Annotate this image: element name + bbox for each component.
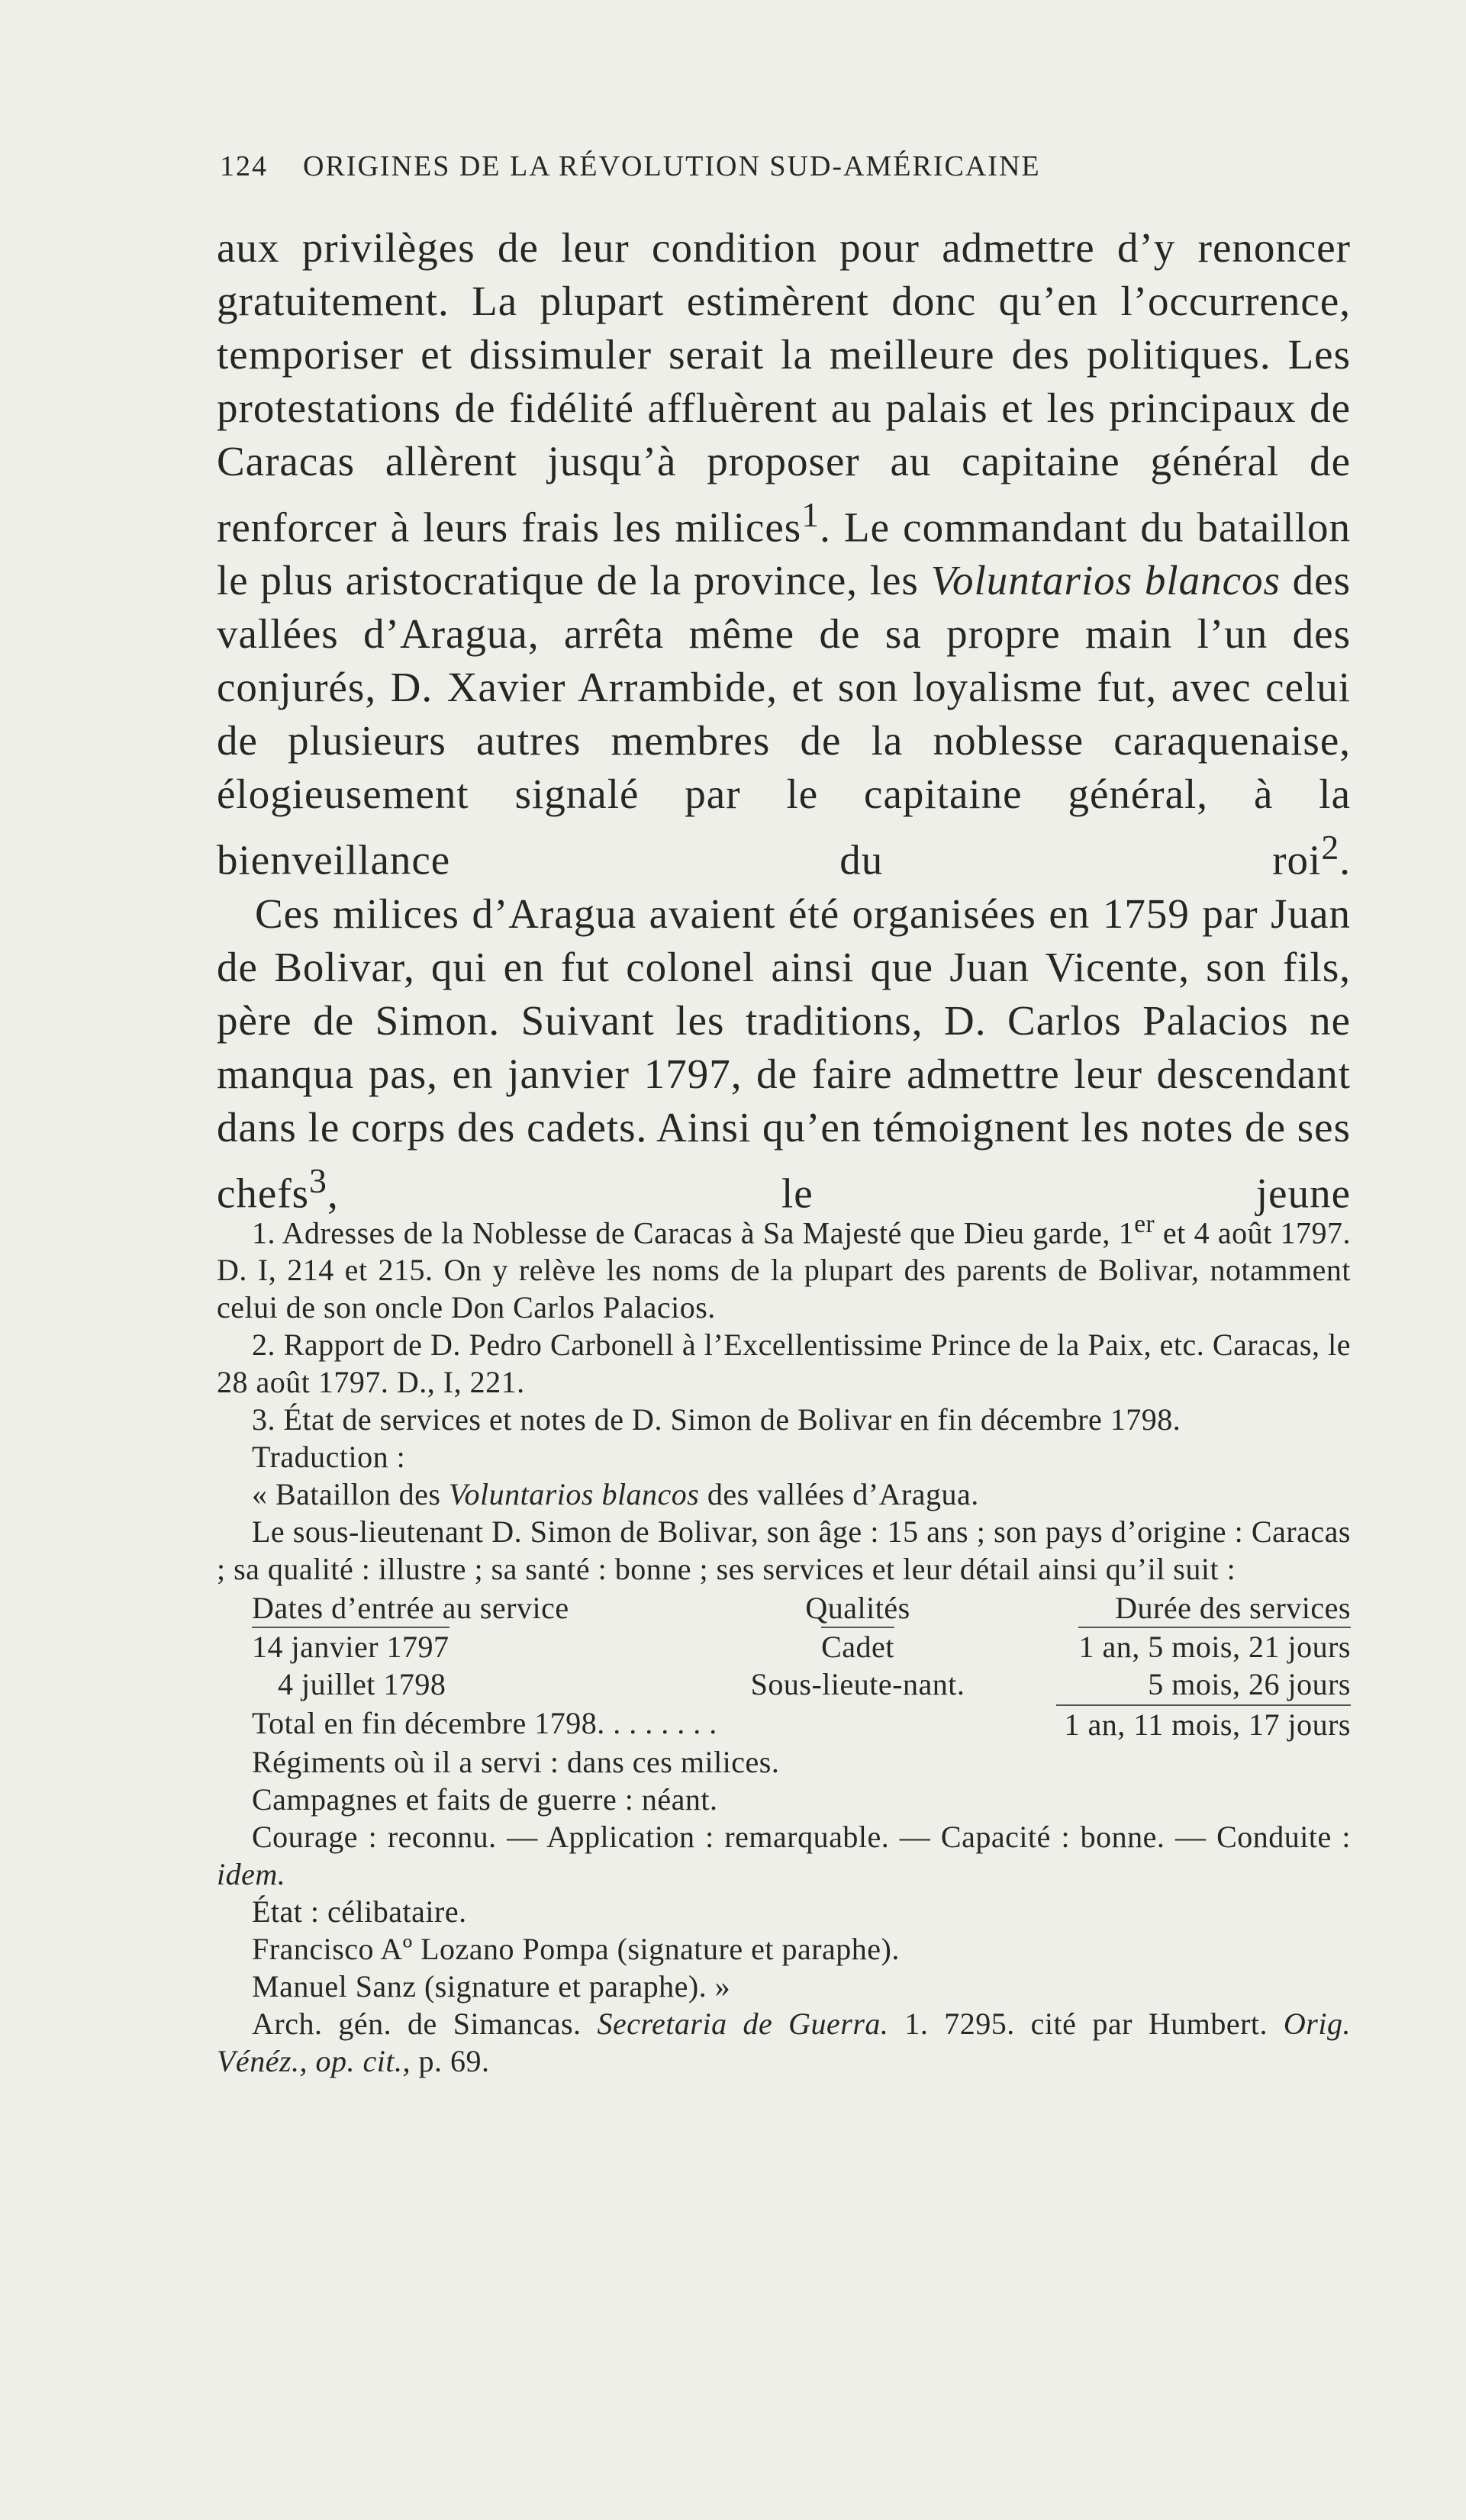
sous-lieutenant-line: Le sous-lieutenant D. Simon de Bolivar, son âge : 15 ans ; son pays d’origine : Caracas ; sa qualité : illustre ; sa santé : bonne ; ses services et leur détail ainsi qu’il suit :: [217, 1514, 1351, 1587]
footnote-2: 2. Rapport de D. Pedro Carbonell à l’Excellentissime Prince de la Paix, etc. Caracas, le 28 août 1797. D., I, 221.: [217, 1328, 1351, 1400]
main-text: [217, 221, 1351, 1220]
footnote-1-text-a: 1. Adresses de la Noblesse de Caracas à Sa Majesté que Dieu garde, 1: [252, 1215, 1135, 1250]
table-cell-text: 1 an, 5 mois, 21 jours: [1078, 1627, 1351, 1666]
regiments-line: Régiments où il a servi : dans ces milices.: [252, 1745, 780, 1780]
footnote-3: 3. État de services et notes de D. Simon de Bolivar en fin décembre 1798.: [252, 1402, 1181, 1437]
courage-text: Courage : reconnu. — Application : remarquable. — Capacité : bonne. — Conduite :: [252, 1820, 1351, 1855]
total-label: Total en fin décembre 1798. . . . . . . .: [252, 1706, 717, 1741]
bataillon-line: [217, 1476, 1351, 1513]
paragraph-1-italic: Voluntarios blancos: [930, 557, 1281, 604]
table-header-duree: Durée des services: [1115, 1591, 1351, 1626]
total-value: 1 an, 11 mois, 17 jours: [1056, 1704, 1351, 1743]
bataillon-italic: Voluntarios blancos: [448, 1477, 700, 1512]
campagnes-line: Campagnes et faits de guerre : néant.: [252, 1782, 718, 1817]
table-cell: 4 juillet 1798: [278, 1667, 446, 1702]
footnote-ref-1: 1: [801, 495, 820, 534]
archive-italic-2: Orig. Vénéz., op. cit.,: [217, 2007, 1351, 2079]
table-cell: [217, 1627, 705, 1666]
archive-text-b: 1. 7295. cité par Humbert.: [888, 2007, 1284, 2042]
paragraph-2: [217, 887, 1351, 1220]
courage-italic: idem.: [217, 1857, 286, 1892]
paragraph-2-text-a: Ces milices d’Aragua avaient été organisées en 1759 par Juan de Bolivar, qui en fut colonel ainsi que Juan Vicente, son fils, père de Simon. Suivant les traditions, D. Carlos Palacios ne manqua pas, en janvier 1797, de faire admettre leur descendant dans le corps des cadets. Ainsi qu’en témoignent les notes de ses chefs: [217, 890, 1351, 1216]
archive-text-c: p. 69.: [411, 2044, 490, 2079]
paragraph-1-text-b: . Le commandant du bataillon le plus aristocratique de la province, les: [217, 504, 1351, 604]
running-header: [220, 150, 1246, 183]
table-cell: Sous-lieute-nant.: [750, 1667, 965, 1702]
paragraph-1-text-c: des vallées d’Aragua, arrêta même de sa propre main l’un des conjurés, D. Xavier Arrambide, et son loyalisme fut, avec celui de plusieurs autres membres de la noblesse caraquenaise, élogieusement signalé par le capitaine général, à la bienveillance du roi: [217, 557, 1351, 883]
etat-line: État : célibataire.: [252, 1894, 467, 1929]
page-number: 124: [220, 150, 268, 182]
bataillon-text-b: des vallées d’Aragua.: [699, 1477, 979, 1512]
total-line: [217, 1704, 1351, 1743]
traduction-label: Traduction :: [252, 1440, 406, 1475]
paragraph-2-text-b: , le jeune: [327, 1169, 1351, 1216]
archive-text-a: Arch. gén. de Simancas.: [252, 2007, 598, 2042]
francisco-line: Francisco Aº Lozano Pompa (signature et paraphe).: [252, 1932, 900, 1967]
footnotes: [217, 1205, 1351, 2080]
courage-line: [217, 1818, 1351, 1893]
table-cell-text: 14 janvier 1797: [252, 1627, 449, 1666]
footnote-ref-3: 3: [309, 1160, 327, 1200]
footnote-ref-2: 2: [1321, 828, 1340, 867]
footnote-1: [217, 1205, 1351, 1326]
archive-italic-1: Secretaria de Guerra.: [597, 2007, 889, 2042]
service-table: [217, 1589, 1351, 1703]
manuel-line: Manuel Sanz (signature et paraphe). »: [252, 1969, 731, 2004]
table-cell: 5 mois, 26 jours: [1148, 1667, 1351, 1702]
paragraph-1: [217, 221, 1351, 887]
table-cell: [705, 1627, 1010, 1666]
table-cell: [1010, 1627, 1351, 1666]
archive-citation: [217, 2005, 1351, 2080]
table-header-dates: Dates d’entrée au service: [252, 1591, 569, 1626]
table-header-qualites: Qualités: [805, 1591, 910, 1626]
paragraph-1-text-d: .: [1339, 836, 1351, 883]
bataillon-text-a: « Bataillon des: [252, 1477, 449, 1512]
paragraph-1-text-a: aux privilèges de leur condition pour admettre d’y renoncer gratuitement. La plupart estimèrent donc qu’en l’occurrence, temporiser et dissimuler serait la meilleure des politiques. Les protestations de fidélité affluèrent au palais et les principaux de Caracas allèrent jusqu’à proposer au capitaine général de renforcer à leurs frais les milices: [217, 224, 1351, 551]
running-title: ORIGINES DE LA RÉVOLUTION SUD-AMÉRICAINE: [303, 150, 1041, 182]
footnote-1-text-b: et 4 août 1797. D. I, 214 et 215. On y relève les noms de la plupart des parents de Bolivar, notamment celui de son oncle Don Carlos Palacios.: [217, 1215, 1352, 1325]
footnote-1-sup: er: [1134, 1210, 1155, 1238]
table-cell-text: Cadet: [821, 1627, 894, 1666]
